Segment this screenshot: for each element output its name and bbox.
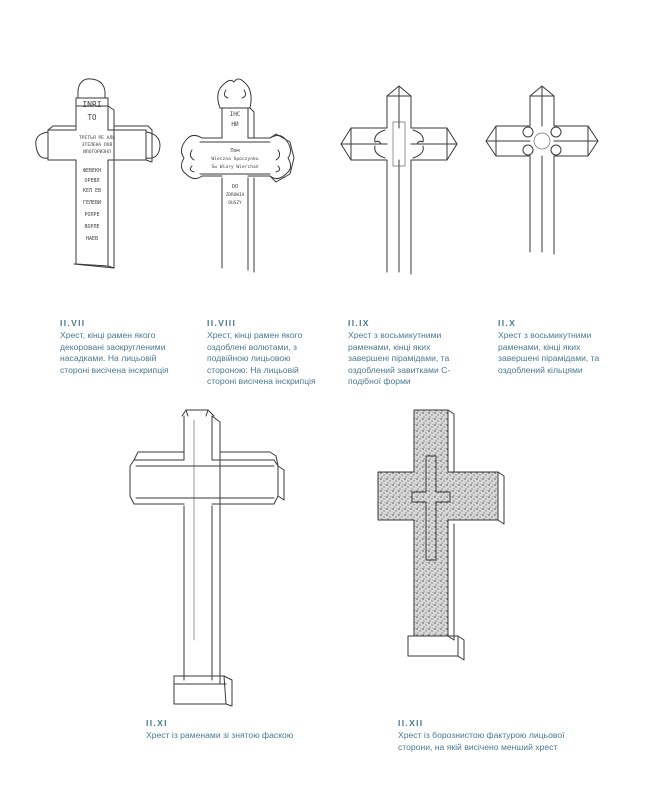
figure-number-2-11: II.XI (146, 718, 168, 728)
svg-text:НАЕВ: НАЕВ (85, 236, 99, 242)
svg-text:ТРЕТЬЯ РЕ АЛЬ: ТРЕТЬЯ РЕ АЛЬ (79, 136, 115, 141)
figure-number-2-10: II.X (498, 318, 517, 328)
svg-text:ГЕЛЕВИ: ГЕЛЕВИ (82, 200, 102, 206)
svg-text:ФЕВЕКН: ФЕВЕКН (82, 168, 102, 174)
svg-text:DUSZY: DUSZY (228, 201, 242, 206)
svg-text:НИ: НИ (231, 121, 239, 128)
svg-text:Пом: Пом (230, 148, 240, 154)
caption-text-2-10: Хрест з восьмикутними раменами, кінці яких завершені пірамідами, та оздоблений кільцями (498, 330, 600, 375)
svg-text:IHC: IHC (229, 111, 241, 118)
svg-text:INRI: INRI (82, 100, 102, 109)
caption-2-8 (207, 318, 319, 387)
svg-text:ТО: ТО (87, 113, 97, 122)
caption-text-2-9: Хрест з восьмикутними раменами, кінці яких завершені пірамідами, та оздоблений завитками С-подібної форми (348, 330, 451, 387)
svg-text:Św Wiary Wierchań: Św Wiary Wierchań (211, 165, 259, 170)
caption-2-12 (398, 718, 576, 753)
svg-text:ZDROWIA: ZDROWIA (225, 193, 245, 198)
svg-text:ЭТЕЛЕНА ЛОВ: ЭТЕЛЕНА ЛОВ (81, 143, 113, 148)
caption-text-2-12: Хрест із борознистою фактурою лицьової сторони, на якій висічено менший хрест (398, 730, 565, 752)
svg-text:РОЛРЕ: РОЛРЕ (84, 212, 100, 218)
svg-text:Wieczna Spoczynku: Wieczna Spoczynku (211, 157, 259, 162)
cross-figure-2-9 (335, 82, 465, 282)
cross-figure-2-12 (368, 400, 518, 700)
figure-number-2-12: II.XII (398, 718, 424, 728)
caption-2-10 (498, 318, 606, 376)
svg-text:ВОРЛЕ: ВОРЛЕ (84, 224, 100, 230)
figure-number-2-8: II.VIII (207, 318, 237, 328)
caption-2-11 (146, 718, 326, 742)
svg-text:КЕЛ ЕВ: КЕЛ ЕВ (82, 188, 102, 194)
svg-text:ИЛОГОРИЗНЛ: ИЛОГОРИЗНЛ (83, 150, 111, 155)
cross-figure-2-11 (112, 400, 302, 710)
caption-text-2-7: Хрест, кінці рамен якого декоровані заокругленими насадками. На лицьовій стороні висічена інскрипція (60, 330, 169, 375)
cross-figure-2-8 (170, 70, 310, 280)
caption-2-9 (348, 318, 466, 387)
caption-text-2-11: Хрест із раменами зі знятою фаскою (146, 730, 294, 741)
inscription-2-7 (79, 100, 115, 242)
cross-figure-2-10 (480, 82, 610, 262)
caption-2-7 (60, 318, 178, 376)
svg-text:ОРЕВЛ: ОРЕВЛ (84, 178, 100, 184)
svg-text:DO: DO (231, 184, 239, 190)
figure-number-2-9: II.IX (348, 318, 370, 328)
figure-number-2-7: II.VII (60, 318, 86, 328)
inscription-2-8 (211, 111, 258, 206)
cross-figure-2-7 (28, 76, 168, 276)
caption-text-2-8: Хрест, кінці рамен якого оздоблені волютами, з подвійною лицьовою стороною: На лицьовій стороні висічена інскрипція (207, 330, 316, 387)
